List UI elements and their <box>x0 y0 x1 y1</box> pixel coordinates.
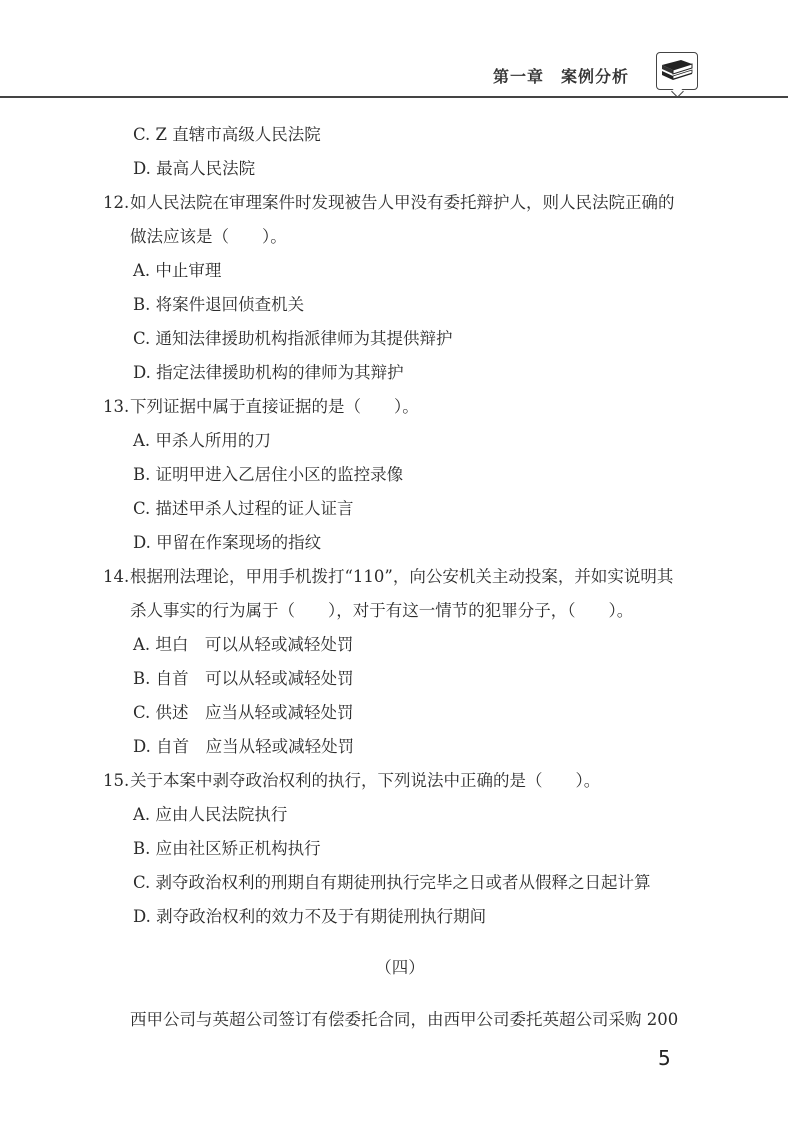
question-text: 关于本案中剥夺政治权利的执行，下列说法中正确的是（ ）。 <box>130 771 601 790</box>
question-text: 根据刑法理论，甲用手机拨打“110”，向公安机关主动投案，并如实说明其 <box>130 567 674 586</box>
questions <box>103 118 703 934</box>
option: C. Z 直辖市高级人民法院 <box>133 125 321 144</box>
option: D. 自首 应当从轻或减轻处罚 <box>133 737 355 756</box>
question-14 <box>103 560 703 594</box>
question-text: 如人民法院在审理案件时发现被告人甲没有委托辩护人，则人民法院正确的 <box>130 193 675 212</box>
question-12 <box>103 186 703 220</box>
question-number: 15. <box>103 771 130 790</box>
option: D. 剥夺政治权利的效力不及于有期徒刑执行期间 <box>133 907 487 926</box>
question-13 <box>103 390 703 424</box>
option: B. 将案件退回侦查机关 <box>133 295 305 314</box>
header-rule <box>0 96 788 98</box>
option: A. 甲杀人所用的刀 <box>133 431 271 450</box>
option: D. 指定法律援助机构的律师为其辩护 <box>133 363 404 382</box>
section-heading: （四） <box>375 958 425 977</box>
option: C. 供述 应当从轻或减轻处罚 <box>133 703 354 722</box>
question-text: 下列证据中属于直接证据的是（ ）。 <box>130 397 419 416</box>
option: C. 描述甲杀人过程的证人证言 <box>133 499 354 518</box>
question-number: 14. <box>103 567 130 586</box>
question-text: 做法应该是（ ）。 <box>130 227 287 246</box>
option: B. 证明甲进入乙居住小区的监控录像 <box>133 465 404 484</box>
case-paragraph: 西甲公司与英超公司签订有偿委托合同，由西甲公司委托英超公司采购 200 <box>130 1010 679 1029</box>
question-text: 杀人事实的行为属于（ ），对于有这一情节的犯罪分子，（ ）。 <box>130 601 634 620</box>
option: A. 坦白 可以从轻或减轻处罚 <box>133 635 354 654</box>
option: A. 应由人民法院执行 <box>133 805 288 824</box>
option: D. 最高人民法院 <box>133 159 256 178</box>
page-number: 5 <box>658 1046 671 1070</box>
question-number: 12. <box>103 193 130 212</box>
option: D. 甲留在作案现场的指纹 <box>133 533 322 552</box>
option: B. 应由社区矫正机构执行 <box>133 839 321 858</box>
option: C. 通知法律援助机构指派律师为其提供辩护 <box>133 329 453 348</box>
books-icon <box>656 52 698 90</box>
question-15 <box>103 764 703 798</box>
question-number: 13. <box>103 397 130 416</box>
chapter-title: 第一章 案例分析 <box>493 67 630 86</box>
option: C. 剥夺政治权利的刑期自有期徒刑执行完毕之日或者从假释之日起计算 <box>133 873 651 892</box>
option: A. 中止审理 <box>133 261 222 280</box>
option: B. 自首 可以从轻或减轻处罚 <box>133 669 354 688</box>
